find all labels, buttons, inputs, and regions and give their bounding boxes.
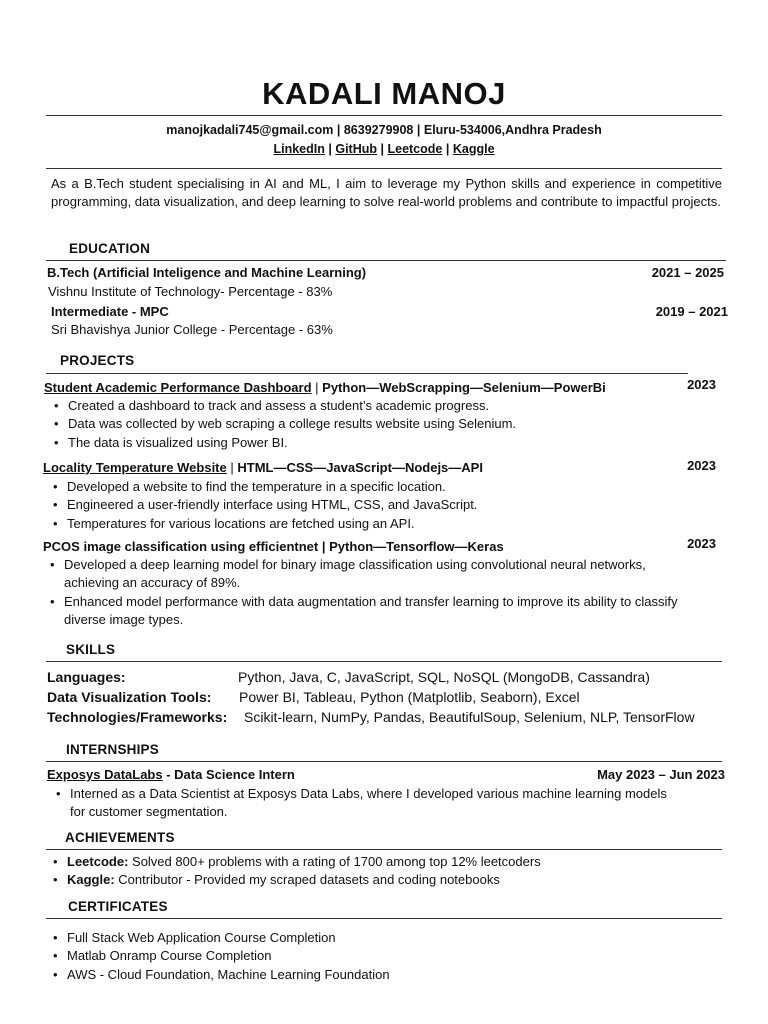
list-item: • Interned as a Data Scientist at Exposys Data Labs, where I developed various machine learning models for customer segmentation. bbox=[54, 785, 674, 822]
skill-label: Technologies/Frameworks: bbox=[47, 709, 228, 725]
project-title: PCOS image classification using efficientnet bbox=[43, 539, 319, 554]
projects-divider bbox=[46, 373, 688, 374]
education-school: Sri Bhavishya Junior College - Percentage - 63% bbox=[51, 322, 333, 337]
project-year: 2023 bbox=[687, 536, 716, 551]
list-item: • Data was collected by web scraping a college results website using Selenium. bbox=[52, 415, 712, 433]
skills-divider bbox=[46, 661, 722, 662]
list-item: • Developed a website to find the temperature in a specific location. bbox=[51, 478, 711, 496]
achievements-heading: ACHIEVEMENTS bbox=[65, 830, 175, 845]
project-bullets bbox=[52, 397, 712, 452]
contact-line: manojkadali745@gmail.com | 8639279908 | Eluru-534006,Andhra Pradesh bbox=[166, 123, 602, 137]
list-item: • Developed a deep learning model for binary image classification using convolutional neural networks, achieving an accuracy of 89%. bbox=[48, 556, 688, 593]
achievement-label: Leetcode: bbox=[67, 854, 129, 869]
list-item: • Created a dashboard to track and assess a student’s academic progress. bbox=[52, 397, 712, 415]
list-item: • Full Stack Web Application Course Completion bbox=[51, 929, 711, 947]
project-title[interactable]: Student Academic Performance Dashboard bbox=[44, 380, 312, 395]
internship-role: Data Science Intern bbox=[174, 767, 295, 782]
project-bullets bbox=[48, 556, 688, 629]
list-item: • Enhanced model performance with data augmentation and transfer learning to improve its ability to classify diverse image types. bbox=[48, 593, 688, 630]
github-link[interactable]: GitHub bbox=[335, 142, 378, 156]
internships-heading: INTERNSHIPS bbox=[66, 742, 159, 757]
summary-divider bbox=[46, 168, 722, 169]
list-item: • Kaggle: Contributor - Provided my scraped datasets and coding notebooks bbox=[51, 871, 711, 889]
project-tech: HTML—CSS—JavaScript—Nodejs—API bbox=[237, 460, 483, 475]
certificates-divider bbox=[46, 918, 722, 919]
project-tech: Python—Tensorflow—Keras bbox=[329, 539, 504, 554]
skill-label: Languages: bbox=[47, 669, 126, 685]
location: Eluru-534006,Andhra Pradesh bbox=[423, 123, 602, 137]
achievement-label: Kaggle: bbox=[67, 872, 115, 888]
education-degree: Intermediate - MPC bbox=[51, 304, 169, 319]
internship-dates: May 2023 – Jun 2023 bbox=[597, 767, 725, 782]
education-degree: B.Tech (Artificial Inteligence and Machine Learning) bbox=[47, 265, 367, 280]
phone: 8639279908 bbox=[343, 123, 414, 137]
achievements-divider bbox=[46, 849, 722, 850]
projects-heading: PROJECTS bbox=[60, 353, 135, 368]
achievements-list bbox=[51, 853, 711, 890]
list-item: • AWS - Cloud Foundation, Machine Learning Foundation bbox=[51, 966, 711, 984]
certificates-list bbox=[51, 929, 711, 984]
list-item: • Matlab Onramp Course Completion bbox=[51, 947, 711, 965]
summary: As a B.Tech student specialising in AI and ML, I aim to leverage my Python skills and experience in competitive programming, data visualization, and deep learning to solve real-world problems and contribute to impactful projects. bbox=[51, 176, 722, 209]
project-tech: Python—WebScrapping—Selenium—PowerBi bbox=[322, 380, 606, 395]
header-divider bbox=[46, 115, 722, 116]
skill-value: Power BI, Tableau, Python (Matplotlib, Seaborn), Excel bbox=[239, 689, 580, 705]
project-title-line: PCOS image classification using efficientnet | Python—Tensorflow—Keras bbox=[43, 539, 504, 554]
kaggle-link[interactable]: Kaggle bbox=[452, 142, 495, 156]
project-title-line: Student Academic Performance Dashboard | Python—WebScrapping—Selenium—PowerBi bbox=[44, 380, 606, 395]
linkedin-link[interactable]: LinkedIn bbox=[273, 142, 325, 156]
skill-value: Scikit-learn, NumPy, Pandas, BeautifulSoup, Selenium, NLP, TensorFlow bbox=[244, 709, 695, 725]
skill-value: Python, Java, C, JavaScript, SQL, NoSQL (MongoDB, Cassandra) bbox=[238, 669, 650, 685]
education-school: Vishnu Institute of Technology- Percentage - 83% bbox=[48, 284, 333, 299]
education-years: 2019 – 2021 bbox=[655, 304, 728, 319]
project-bullets bbox=[51, 478, 711, 533]
skills-heading: SKILLS bbox=[66, 642, 116, 657]
project-title-line: Locality Temperature Website | HTML—CSS—JavaScript—Nodejs—API bbox=[43, 460, 483, 475]
skill-label: Data Visualization Tools: bbox=[47, 689, 212, 705]
education-heading: EDUCATION bbox=[69, 241, 151, 256]
internship-bullets bbox=[54, 785, 674, 822]
education-years: 2021 – 2025 bbox=[651, 265, 724, 280]
list-item: • Temperatures for various locations are fetched using an API. bbox=[51, 515, 711, 533]
internships-divider bbox=[46, 761, 722, 762]
leetcode-link[interactable]: Leetcode bbox=[387, 142, 443, 156]
internship-company[interactable]: Exposys DataLabs bbox=[47, 767, 163, 782]
resume-name: KADALI MANOJ bbox=[262, 76, 506, 111]
project-year: 2023 bbox=[687, 458, 716, 473]
certificates-heading: CERTIFICATES bbox=[68, 899, 168, 914]
education-divider bbox=[46, 260, 726, 261]
email[interactable]: manojkadali745@gmail.com bbox=[166, 123, 334, 137]
internship-title-line: Exposys DataLabs - Data Science Intern bbox=[47, 767, 295, 782]
list-item: • Leetcode: Solved 800+ problems with a rating of 1700 among top 12% leetcoders bbox=[51, 853, 711, 871]
list-item: • Engineered a user-friendly interface using HTML, CSS, and JavaScript. bbox=[51, 496, 711, 514]
list-item: • The data is visualized using Power BI. bbox=[52, 434, 712, 452]
profile-links: LinkedIn | GitHub | Leetcode | Kaggle bbox=[273, 142, 495, 156]
project-title[interactable]: Locality Temperature Website bbox=[43, 460, 227, 475]
project-year: 2023 bbox=[687, 377, 716, 392]
